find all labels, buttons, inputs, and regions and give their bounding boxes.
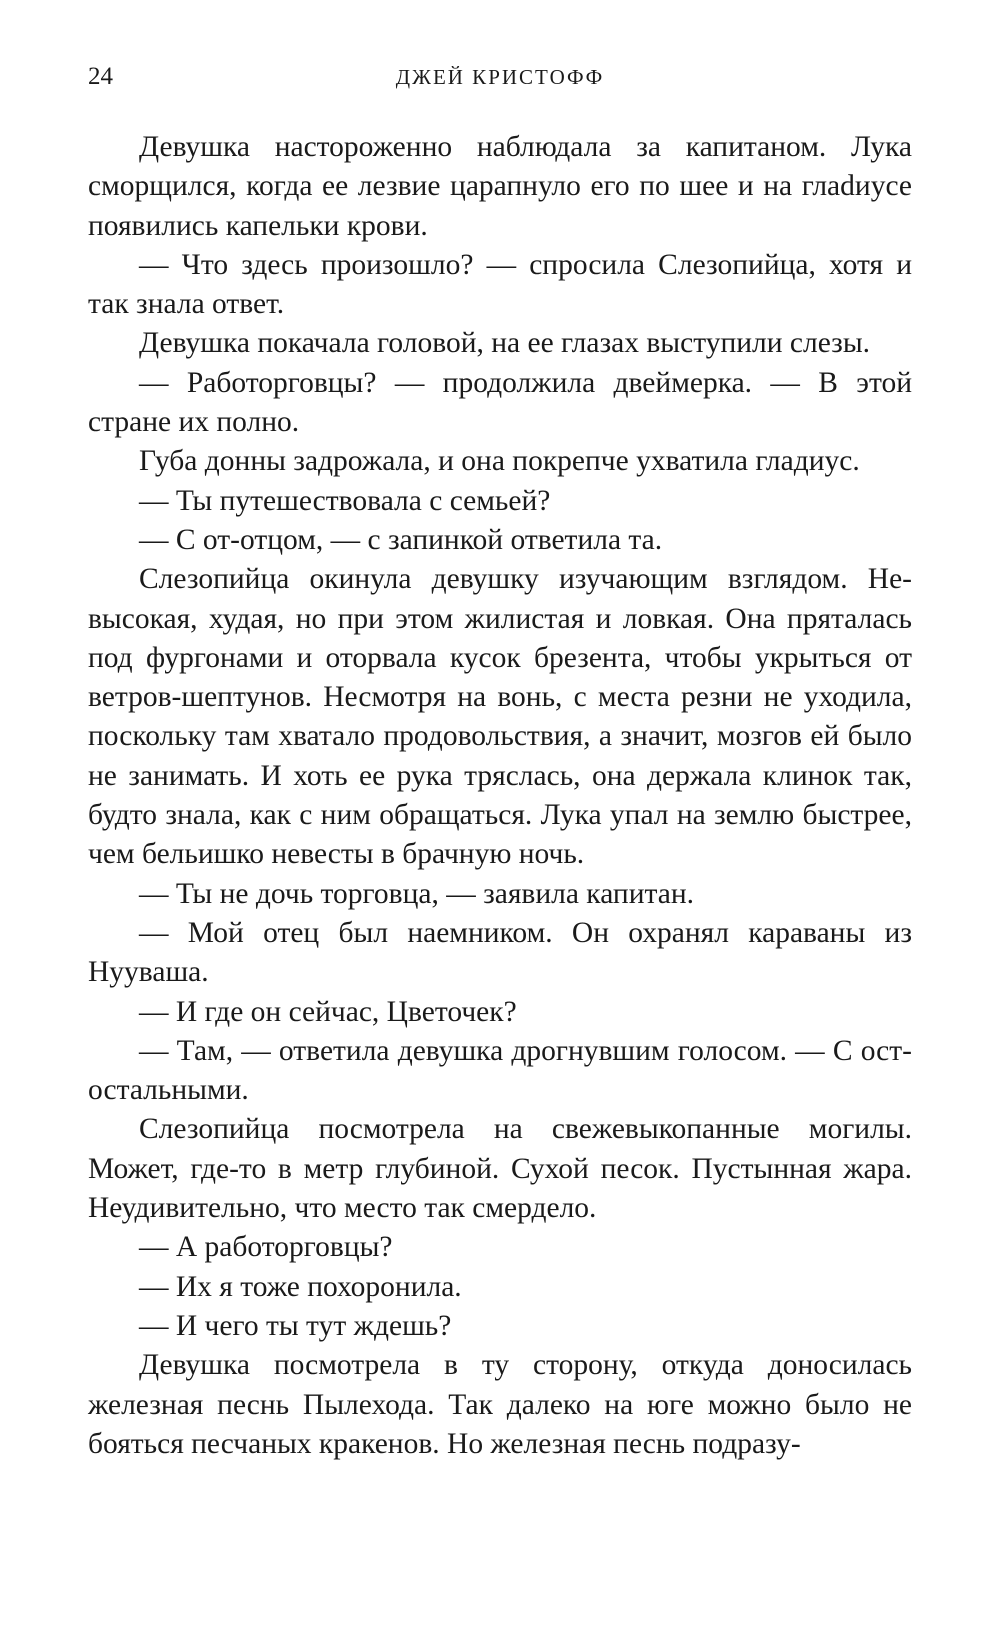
paragraph: — Ты путешествовала с семьей? — [139, 484, 551, 517]
paragraph: — Там, — ответила девушка дрогнувшим голосом. — С ост-остальными. — [88, 1034, 912, 1107]
paragraph: — А работорговцы? — [139, 1231, 393, 1264]
running-head-author: ДЖЕЙ КРИСТОФФ — [395, 65, 605, 89]
paragraph: — Что здесь произошло? — спросила Слезопийца, хотя и так знала ответ. — [88, 248, 912, 321]
paragraph: — Работорговцы? — продолжила двеймерка. — В этой стране их полно. — [88, 366, 912, 439]
paragraph: — И где он сейчас, Цветочек? — [139, 995, 517, 1028]
paragraph: Девушка покачала головой, на ее глазах выступили слезы. — [139, 327, 871, 360]
paragraph: Слезопийца посмотрела на свежевыкопанные могилы. Может, где-то в метр глубиной. Сухой песок. Пустынная жара. Неудивительно, что место так смердело. — [88, 1113, 912, 1225]
body-text — [88, 128, 912, 1464]
paragraph: — Ты не дочь торговца, — заявила капитан. — [139, 877, 694, 910]
paragraph: — Мой отец был наемником. Он охранял караваны из Нууваша. — [88, 916, 912, 989]
page-number: 24 — [88, 63, 113, 90]
page-header — [88, 62, 912, 96]
book-page — [88, 0, 912, 1641]
paragraph: Слезопийца окинула девушку изучающим взглядом. Невысокая, худая, но при этом жилистая и ловкая. Она пряталась под фургонами и оторвала кусок брезента, чтобы укрыться от ветров-шептунов. Несмотря на вонь, с места резни не уходила, поскольку там хватало продовольствия, а значит, мозгов ей было не занимать. И хоть ее рука тряслась, она держала клинок так, будто знала, как с ним обращаться. Лука упал на землю быстрее, чем бельишко невесты в брачную ночь. — [88, 563, 912, 871]
paragraph: Губа донны задрожала, и она покрепче ухватила гладиус. — [139, 445, 860, 478]
paragraph: — С от-отцом, — с запинкой ответила та. — [139, 523, 663, 556]
paragraph: Девушка настороженно наблюдала за капитаном. Лука сморщился, когда ее лезвие царапнуло его по шее и на глаdиусе появились капельки крови. — [88, 131, 912, 242]
paragraph: Девушка посмотрела в ту сторону, откуда доносилась железная песнь Пылехода. Так далеко на юге можно было не бояться песчаных кракенов. Но железная песнь подразу- — [88, 1349, 912, 1460]
paragraph: — Их я тоже похоронила. — [139, 1270, 462, 1303]
paragraph: — И чего ты тут ждешь? — [139, 1309, 452, 1342]
